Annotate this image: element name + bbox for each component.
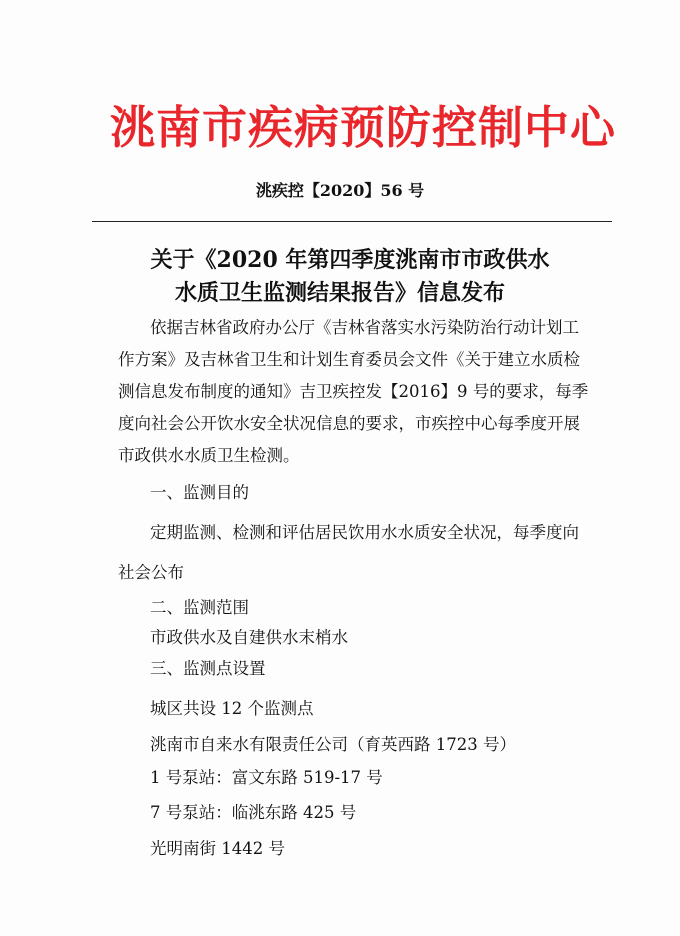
monitoring-point-item: 城区共设 12 个监测点 bbox=[150, 699, 314, 718]
monitoring-point-item: 7 号泵站：临洮东路 425 号 bbox=[150, 803, 357, 822]
intro-line: 市政供水水质卫生检测。 bbox=[118, 446, 300, 465]
section-text-line: 定期监测、检测和评估居民饮用水水质安全状况，每季度向 bbox=[150, 523, 579, 542]
intro-line: 度向社会公开饮水安全状况信息的要求，市疾控中心每季度开展 bbox=[118, 414, 580, 433]
intro-line: 测信息发布制度的通知》吉卫疾控发【2016】9 号的要求，每季 bbox=[118, 382, 589, 401]
section-heading-monitoring-points: 三、监测点设置 bbox=[150, 659, 266, 678]
section-heading-purpose: 一、监测目的 bbox=[150, 483, 249, 502]
monitoring-point-item: 光明南街 1442 号 bbox=[150, 839, 285, 858]
organization-title: 洮南市疾病预防控制中心 bbox=[110, 101, 617, 154]
section-text-line: 社会公布 bbox=[118, 563, 184, 582]
header-divider bbox=[92, 221, 612, 222]
monitoring-point-item: 洮南市自来水有限责任公司（育英西路 1723 号） bbox=[150, 735, 516, 754]
subject-title-line-2: 水质卫生监测结果报告》信息发布 bbox=[174, 280, 505, 306]
intro-line: 依据吉林省政府办公厅《吉林省落实水污染防治行动计划工 bbox=[150, 318, 579, 337]
document-number: 洮疾控【2020】56 号 bbox=[255, 181, 425, 200]
intro-line: 作方案》及吉林省卫生和计划生育委员会文件《关于建立水质检 bbox=[118, 350, 580, 369]
subject-title-line-1: 关于《2020 年第四季度洮南市市政供水 bbox=[150, 247, 550, 273]
section-heading-scope: 二、监测范围 bbox=[150, 598, 249, 617]
section-text-line: 市政供水及自建供水末梢水 bbox=[150, 628, 348, 647]
monitoring-point-item: 1 号泵站：富文东路 519-17 号 bbox=[150, 768, 383, 787]
